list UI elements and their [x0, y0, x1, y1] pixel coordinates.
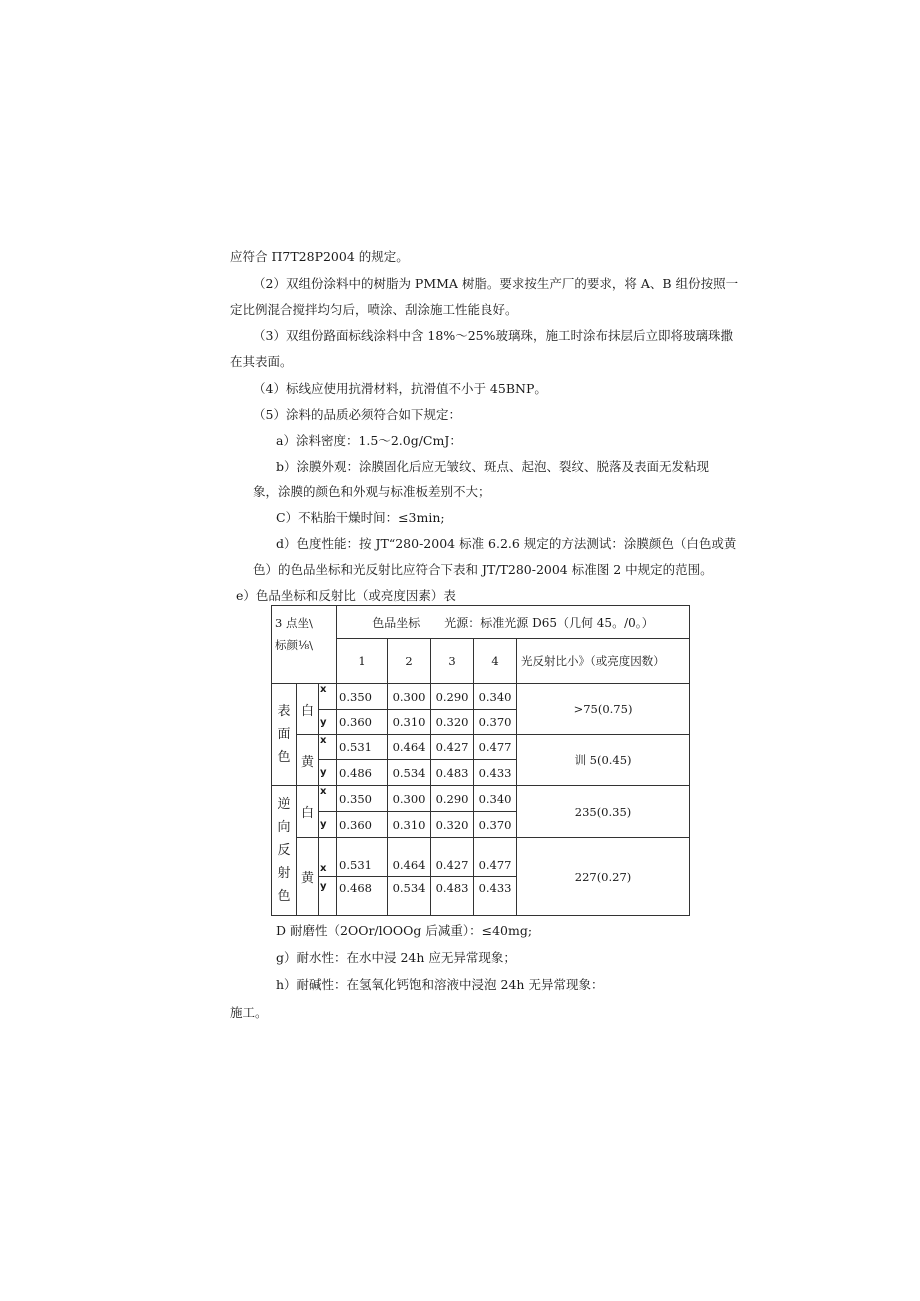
cell: 0.290: [431, 786, 474, 812]
cell: 0.360: [337, 710, 388, 735]
y-label: y: [319, 812, 337, 838]
paragraph-2-line-1: （2）双组份涂料中的树脂为 PMMA 树脂。要求按生产厂的要求，将 A、B 组份按照一: [253, 276, 739, 291]
item-g: g）耐水性：在水中浸 24h 应无异常现象；: [276, 950, 516, 965]
cell: 0.464: [388, 735, 431, 760]
cell: 0.531: [337, 735, 388, 760]
col-header-4: 4: [474, 639, 517, 684]
cell: 0.483: [431, 877, 474, 916]
item-h: h）耐碱性：在氢氧化钙饱和溶液中浸泡 24h 无异常现象：: [276, 977, 604, 992]
cell: 0.433: [474, 760, 517, 786]
cell: 0.310: [388, 812, 431, 838]
corner-header-top: 3 点坐\: [275, 616, 313, 630]
item-e-table-caption: e）色品坐标和反射比（或亮度因素）表: [236, 588, 456, 603]
reflect-value: 235(0.35): [517, 786, 690, 838]
cell: 0.534: [388, 760, 431, 786]
corner-header-cell: [272, 606, 337, 684]
item-b-line-1: b）涂膜外观：涂膜固化后应无皱纹、斑点、起泡、裂纹、脱落及表面无发粘现: [276, 459, 710, 474]
cell: 0.477: [474, 838, 517, 877]
paragraph-3-line-1: （3）双组份路面标线涂料中含 18%～25%玻璃珠，施工时涂布抹层后立即将玻璃珠撒: [253, 328, 733, 343]
cell: 0.360: [337, 812, 388, 838]
paragraph-5: （5）涂料的品质必须符合如下规定：: [253, 407, 461, 422]
cell: 0.464: [388, 838, 431, 877]
x-label: x: [319, 735, 337, 760]
item-d-line-2: 色）的色品坐标和光反射比应符合下表和 JT/T280-2004 标准图 2 中规定的范围。: [253, 562, 713, 577]
paragraph-1: 应符合 Π7T28P2004 的规定。: [230, 249, 409, 264]
y-label: y: [319, 877, 337, 916]
cell: 0.320: [431, 710, 474, 735]
cell: 0.534: [388, 877, 431, 916]
cell: 0.350: [337, 786, 388, 812]
item-b-line-2: 象，涂膜的颜色和外观与标准板差别不大；: [253, 484, 491, 499]
paragraph-3-line-2: 在其表面。: [230, 354, 293, 369]
y-label: y: [319, 760, 337, 786]
reflect-header: 光反射比小》（或亮度因数）: [517, 639, 690, 684]
cell: 0.350: [337, 684, 388, 710]
cell: 0.370: [474, 812, 517, 838]
paragraph-2-line-2: 定比例混合搅拌均匀后，喷涂、刮涂施工性能良好。: [230, 302, 518, 317]
cell: 0.320: [431, 812, 474, 838]
cell: 0.340: [474, 684, 517, 710]
chromaticity-table: [271, 605, 690, 916]
cell: 0.468: [337, 877, 388, 916]
cell: 0.486: [337, 760, 388, 786]
cell: 0.477: [474, 735, 517, 760]
cell: 0.300: [388, 684, 431, 710]
item-a: a）涂料密度：1.5～2.0g/CmJ：: [276, 433, 462, 448]
closing-line: 施工。: [230, 1005, 268, 1020]
col-header-2: 2: [388, 639, 431, 684]
item-f: D 耐磨性（2OOr/lOOOg 后减重）：≤40mg;: [276, 923, 533, 938]
cell: 0.310: [388, 710, 431, 735]
cell: 0.300: [388, 786, 431, 812]
table-main-header: 色品坐标 光源：标准光源 D65（几何 45。/0。）: [337, 606, 690, 639]
reflect-value: >75(0.75): [517, 684, 690, 735]
x-label: x: [319, 786, 337, 812]
group-retroreflective-color: 逆 向 反 射 色: [272, 786, 297, 916]
cell: 0.290: [431, 684, 474, 710]
col-header-1: 1: [337, 639, 388, 684]
color-white-1: 白: [297, 684, 319, 735]
y-label: y: [319, 710, 337, 735]
cell: 0.483: [431, 760, 474, 786]
x-label: x: [319, 838, 337, 877]
paragraph-4: （4）标线应使用抗滑材料，抗滑值不小于 45BNP。: [253, 381, 547, 396]
color-yellow-1: 黄: [297, 735, 319, 786]
color-yellow-2: 黄: [297, 838, 319, 916]
cell: 0.370: [474, 710, 517, 735]
col-header-3: 3: [431, 639, 474, 684]
cell: 0.433: [474, 877, 517, 916]
cell: 0.340: [474, 786, 517, 812]
item-d-line-1: d）色度性能：按 JT“280-2004 标准 6.2.6 规定的方法测试：涂膜颜色（白色或黄: [276, 536, 737, 551]
corner-header-bottom: 标颜⅛\: [275, 638, 314, 652]
x-label: x: [319, 684, 337, 710]
cell: 0.427: [431, 838, 474, 877]
item-c: C）不粘胎干燥时间：≤3min;: [276, 510, 445, 525]
cell: 0.427: [431, 735, 474, 760]
cell: 0.531: [337, 838, 388, 877]
reflect-value: 227(0.27): [517, 838, 690, 916]
reflect-value: 训 5(0.45): [517, 735, 690, 786]
color-white-2: 白: [297, 786, 319, 838]
group-surface-color: 表 面 色: [272, 684, 297, 786]
